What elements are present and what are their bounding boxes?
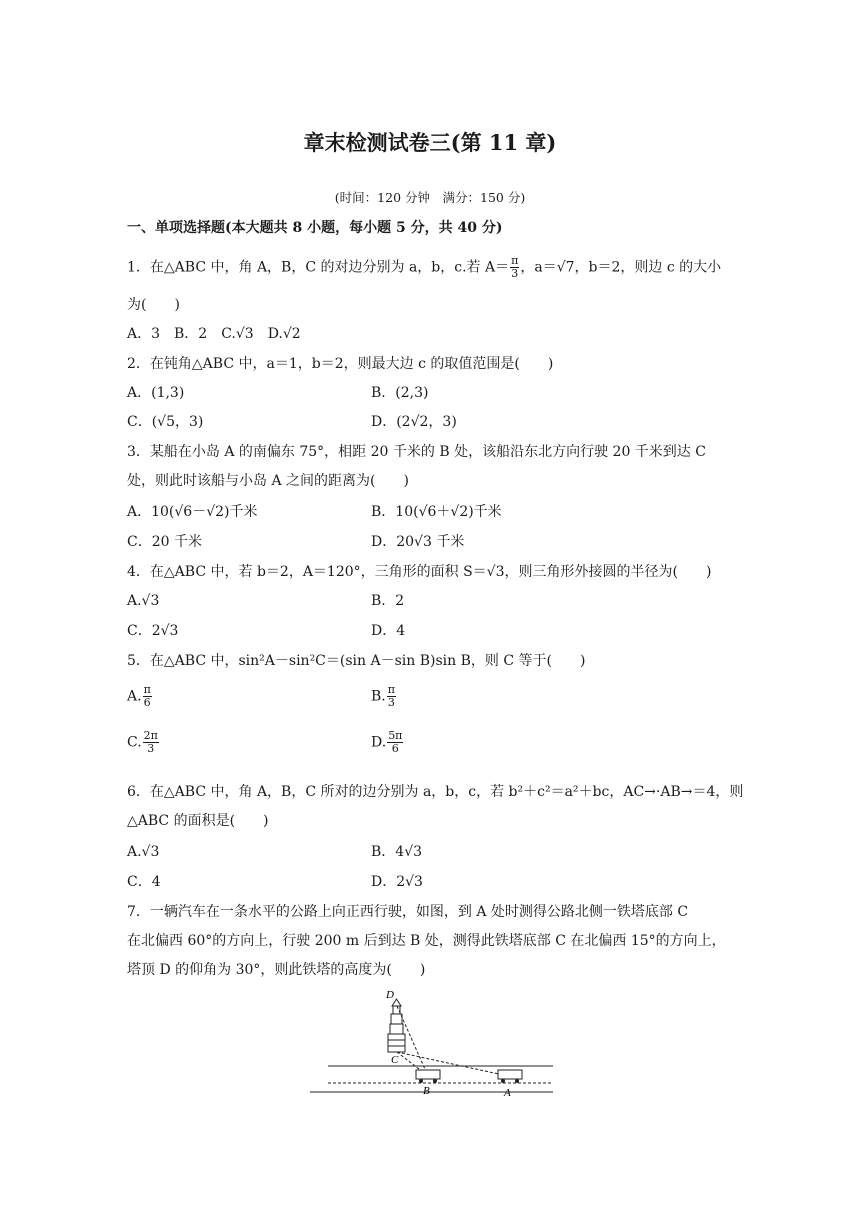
q2-option-d: D．(2√2，3)	[371, 414, 457, 430]
question-4-stem: 4．在△ABC 中，若 b＝2，A＝120°，三角形的面积 S＝√3，则三角形外接圆的半径为( )	[127, 564, 712, 580]
question-6-line1: 6．在△ABC 中，角 A，B，C 所对的边分别为 a，b，c，若 b²＋c²＝a²＋bc，AC→·AB→＝4，则	[127, 784, 744, 800]
q1-fraction: $\frac{\pi}{3}$	[511, 254, 519, 280]
q3-option-b: B．10(√6＋√2)千米	[371, 504, 502, 520]
question-1-line1	[127, 255, 721, 280]
question-6-line2: △ABC 的面积是( )	[127, 813, 269, 829]
car-icon-b	[416, 1070, 440, 1083]
q5-option-c: C. $\frac{2\pi}{3}$	[127, 729, 158, 755]
question-5-stem: 5．在△ABC 中，sin²A－sin²C＝(sin A－sin B)sin B，则 C 等于( )	[127, 653, 586, 669]
q4-option-a: A.√3	[127, 593, 160, 609]
q2-option-b: B．(2,3)	[371, 385, 429, 401]
q5-option-a: A. $\frac{\pi}{6}$	[127, 683, 151, 709]
q6-option-d: D．2√3	[371, 874, 423, 890]
question-3-line2: 处，则此时该船与小岛 A 之间的距离为( )	[127, 473, 409, 489]
label-d: D	[386, 989, 394, 1001]
section-heading: 一、单项选择题(本大题共 8 小题，每小题 5 分，共 40 分)	[127, 220, 503, 236]
q4-option-c: C．2√3	[127, 623, 179, 639]
q3-option-a: A．10(√6－√2)千米	[127, 504, 258, 520]
question-2-stem: 2．在钝角△ABC 中，a＝1，b＝2，则最大边 c 的取值范围是( )	[127, 356, 554, 372]
tower-icon	[388, 999, 405, 1052]
question-1-options: A．3 B．2 C.√3 D.√2	[127, 326, 301, 342]
label-a: A	[504, 1087, 511, 1098]
q4-option-b: B．2	[371, 593, 405, 609]
q2-option-a: A．(1,3)	[127, 385, 185, 401]
q1-text-a: 1．在△ABC 中，角 A，B，C 的对边分别为 a，b，c.若 A＝	[127, 259, 510, 276]
q6-option-b: B．4√3	[371, 844, 423, 860]
question-7-line1: 7．一辆汽车在一条水平的公路上向正西行驶，如图，到 A 处时测得公路北侧一铁塔底部 C	[127, 904, 689, 920]
exam-info: (时间：120 分钟 满分：150 分)	[334, 190, 526, 205]
label-b: B	[423, 1085, 430, 1097]
q1-text-b: ，a＝√7，b＝2，则边 c 的大小	[520, 259, 722, 276]
label-c: C	[391, 1054, 399, 1066]
question-1-line2: 为( )	[127, 297, 180, 313]
question-7-line3: 塔顶 D 的仰角为 30°，则此铁塔的高度为( )	[127, 962, 426, 978]
q5-option-b: B. $\frac{\pi}{3}$	[371, 683, 395, 709]
q6-option-c: C．4	[127, 874, 161, 890]
q4-option-d: D．4	[371, 623, 406, 639]
car-icon-a	[498, 1070, 522, 1083]
question-3-line1: 3．某船在小岛 A 的南偏东 75°，相距 20 千米的 B 处，该船沿东北方向行驶 20 千米到达 C	[127, 444, 706, 460]
q3-option-c: C．20 千米	[127, 534, 202, 550]
page-title: 章末检测试卷三(第 11 章)	[303, 130, 557, 155]
tower-road-figure	[308, 986, 556, 1098]
q6-option-a: A.√3	[127, 844, 160, 860]
q2-option-c: C．(√5，3)	[127, 414, 204, 430]
question-7-line2: 在北偏西 60°的方向上，行驶 200 m 后到达 B 处，测得此铁塔底部 C 在北偏西 15°的方向上，	[127, 933, 726, 949]
q3-option-d: D．20√3 千米	[371, 534, 465, 550]
q5-option-d: D. $\frac{5\pi}{6}$	[371, 729, 403, 755]
